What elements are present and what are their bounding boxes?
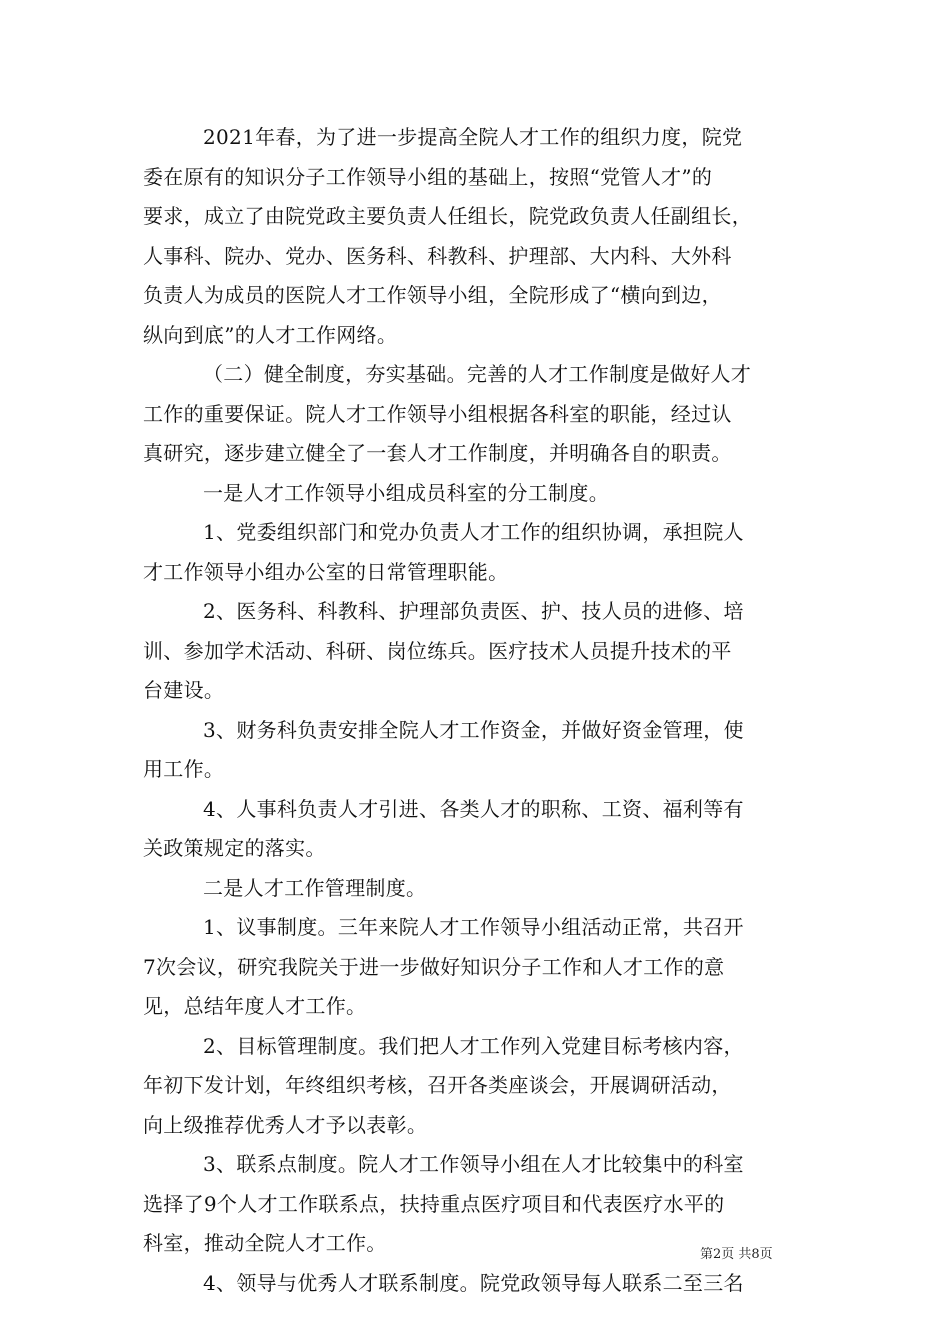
list-item-line: 1、党委组织部门和党办负责人才工作的组织协调，承担院人 — [203, 520, 744, 544]
list-item-line: 2、目标管理制度。我们把人才工作列入党建目标考核内容， — [203, 1033, 744, 1058]
list-item-line: 3、财务科负责安排全院人才工作资金，并做好资金管理，使 — [203, 717, 744, 742]
list-item-line: 3、联系点制度。院人才工作领导小组在人才比较集中的科室 — [203, 1152, 744, 1176]
text-line: 负责人为成员的医院人才工作领导小组，全院形成了“横向到边， — [143, 283, 722, 307]
list-item-line: 1、议事制度。三年来院人才工作领导小组活动正常，共召开 — [203, 915, 744, 939]
text-line: 科室，推动全院人才工作。 — [143, 1231, 387, 1255]
section-heading-line: （二）健全制度，夯实基础。完善的人才工作制度是做好人才 — [203, 362, 752, 386]
text-line: 才工作领导小组办公室的日常管理职能。 — [143, 559, 509, 584]
text-line: 2021年春，为了进一步提高全院人才工作的组织力度，院党 — [203, 125, 743, 149]
text-line: 选择了9个人才工作联系点，扶持重点医疗项目和代表医疗水平的 — [143, 1191, 725, 1216]
text-line: 关政策规定的落实。 — [143, 836, 326, 860]
document-body — [143, 118, 809, 1303]
text-line: 纵向到底”的人才工作网络。 — [143, 322, 398, 347]
text-line: 人事科、院办、党办、医务科、科教科、护理部、大内科、大外科 — [143, 243, 732, 268]
subsection-heading-line: 一是人才工作领导小组成员科室的分工制度。 — [203, 480, 609, 505]
list-item-line: 4、人事科负责人才引进、各类人才的职称、工资、福利等有 — [203, 796, 744, 821]
text-line: 年初下发计划，年终组织考核，召开各类座谈会，开展调研活动， — [143, 1073, 732, 1097]
list-item-line: 2、医务科、科教科、护理部负责医、护、技人员的进修、培 — [203, 599, 744, 623]
text-line: 工作的重要保证。院人才工作领导小组根据各科室的职能，经过认 — [143, 401, 732, 426]
text-line: 要求，成立了由院党政主要负责人任组长，院党政负责人任副组长， — [143, 204, 752, 228]
text-line: 用工作。 — [143, 757, 225, 781]
list-item-line: 4、领导与优秀人才联系制度。院党政领导每人联系二至三名 — [203, 1270, 744, 1295]
text-line: 训、参加学术活动、科研、岗位练兵。医疗技术人员提升技术的平 — [143, 638, 732, 663]
text-line: 7次会议，研究我院关于进一步做好知识分子工作和人才工作的意 — [143, 954, 725, 979]
text-line: 见，总结年度人才工作。 — [143, 994, 367, 1018]
text-line: 台建设。 — [143, 678, 225, 702]
page-number-footer: 第2页 共8页 — [700, 1247, 773, 1262]
text-line: 向上级推荐优秀人才予以表彰。 — [143, 1112, 428, 1137]
subsection-heading-line: 二是人才工作管理制度。 — [203, 875, 427, 900]
text-line: 真研究，逐步建立健全了一套人才工作制度，并明确各自的职责。 — [143, 441, 732, 465]
text-line: 委在原有的知识分子工作领导小组的基础上，按照“党管人才”的 — [143, 164, 713, 189]
